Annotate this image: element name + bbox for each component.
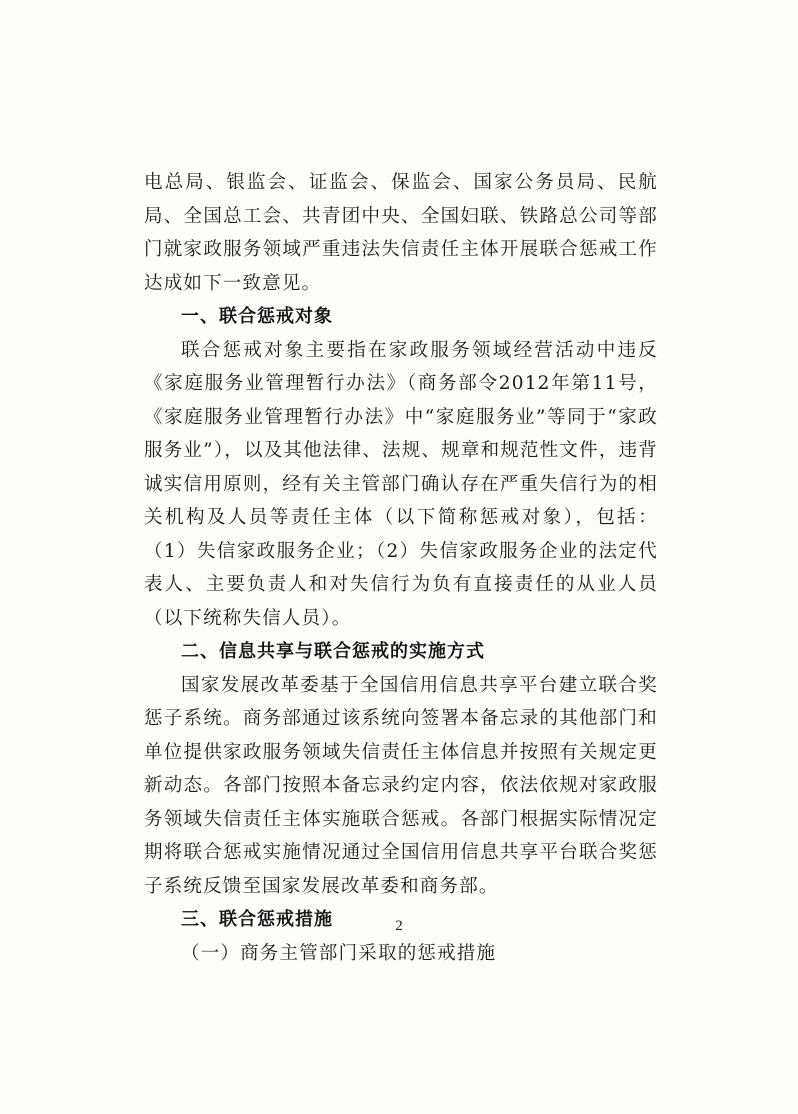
- section-heading-1: 一、联合惩戒对象: [181, 306, 333, 327]
- section-heading-3: 三、联合惩戒措施: [181, 909, 333, 930]
- paragraph-section-1: 联合惩戒对象主要指在家政服务领域经营活动中违反《家庭服务业管理暂行办法》（商务部令2012年第11号，《家庭服务业管理暂行办法》中“家庭服务业”等同于“家政服务业”），以及其他法律、法规、规章和规范性文件，违背诚实信用原则，经有关主管部门确认存在严重失信行为的相关机构及人员等责任主体（以下简称惩戒对象），包括：（1）失信家政服务企业；（2）失信家政服务企业的法定代表人、主要负责人和对失信行为负有直接责任的从业人员（以下统称失信人员）。: [144, 339, 658, 629]
- page-number: 2: [395, 918, 403, 934]
- paragraph-section-2: 国家发展改革委基于全国信用信息共享平台建立联合奖惩子系统。商务部通过该系统向签署本备忘录的其他部门和单位提供家政服务领域失信责任主体信息并按照有关规定更新动态。各部门按照本备忘录约定内容，依法依规对家政服务领域失信责任主体实施联合惩戒。各部门根据实际情况定期将联合惩戒实施情况通过全国信用信息共享平台联合奖惩子系统反馈至国家发展改革委和商务部。: [144, 674, 658, 897]
- subsection-heading-3-1: （一）商务主管部门采取的惩戒措施: [181, 942, 497, 964]
- paragraph-intro-continuation: 电总局、银监会、证监会、保监会、国家公务员局、民航局、全国总工会、共青团中央、全国妇联、铁路总公司等部门就家政服务领域严重违法失信责任主体开展联合惩戒工作达成如下一致意见。: [144, 172, 658, 294]
- section-heading-2: 二、信息共享与联合惩戒的实施方式: [181, 641, 485, 662]
- document-body: [144, 166, 658, 970]
